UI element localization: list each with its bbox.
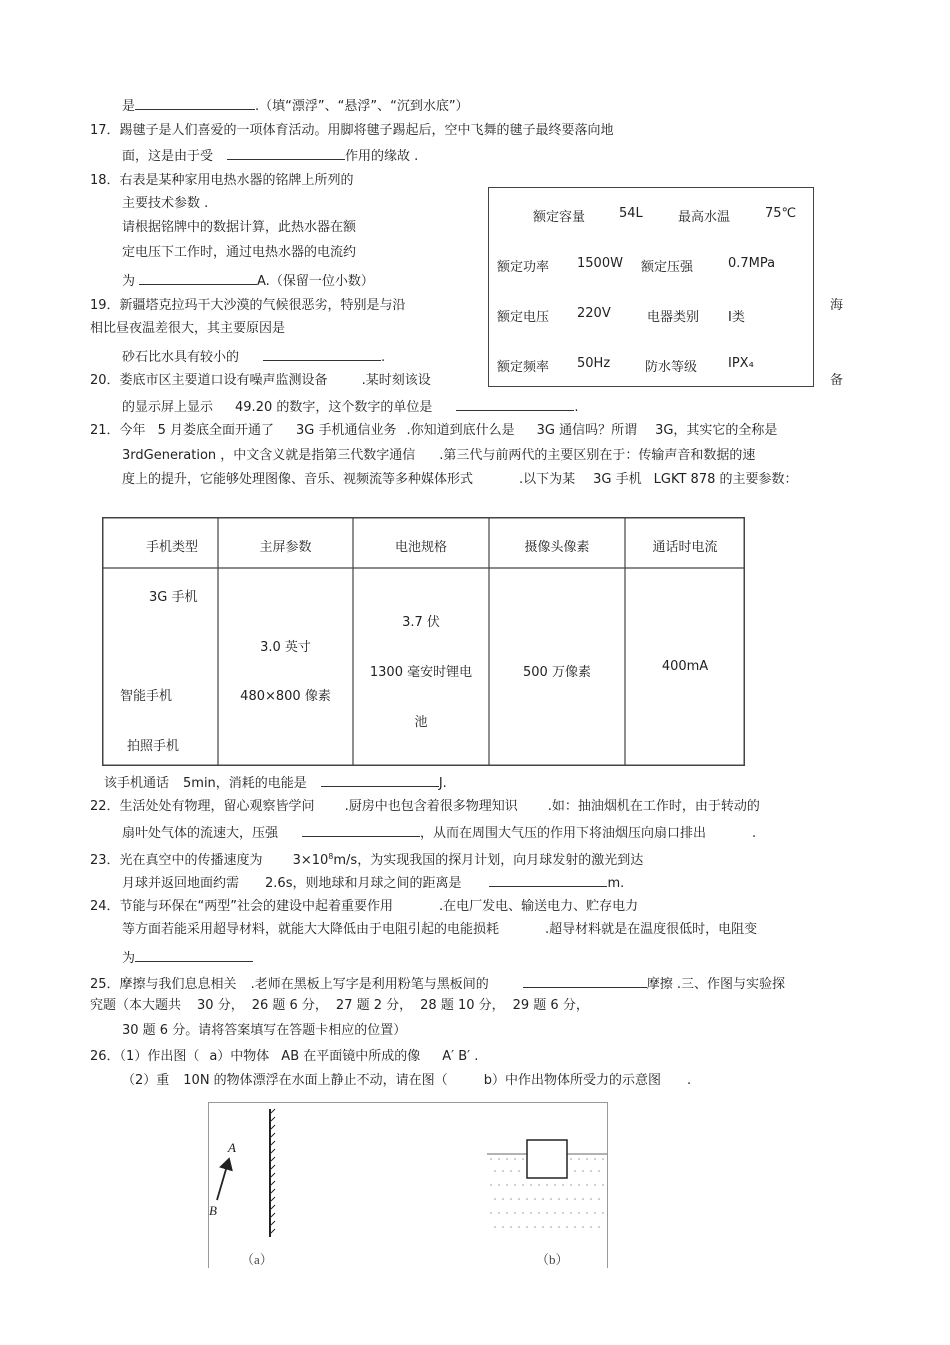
nameplate-value: 54L bbox=[619, 206, 643, 221]
table-cell: 500 万像素 bbox=[523, 665, 591, 680]
nameplate-label: 额定压强 bbox=[641, 260, 694, 275]
table-cell: 1300 毫安时锂电 bbox=[369, 665, 473, 680]
question-24-line3: 为 bbox=[122, 948, 253, 967]
table-cell: 3G 手机 bbox=[149, 590, 198, 605]
answer-blank[interactable] bbox=[456, 397, 574, 411]
nameplate-label: 额定功率 bbox=[497, 260, 550, 275]
prev-question-tail: 是 .（填“漂浮”、“悬浮”、“沉到水底”） bbox=[122, 96, 469, 115]
question-19: 19．新疆塔克拉玛干大沙漠的气候很恶劣，特别是与沿 bbox=[90, 298, 406, 313]
nameplate-value: 75℃ bbox=[765, 206, 797, 221]
heater-nameplate-table bbox=[488, 187, 814, 387]
table-header: 通话时电流 bbox=[652, 540, 718, 555]
question-19-line3: 砂石比水具有较小的 . bbox=[122, 347, 385, 366]
answer-blank[interactable] bbox=[302, 823, 420, 837]
plane-mirror bbox=[270, 1109, 275, 1237]
nameplate-value: Ⅰ类 bbox=[728, 310, 745, 325]
phone-spec-table bbox=[102, 517, 745, 766]
question-21-followup: 该手机通话 5min，消耗的电能是 J. bbox=[104, 773, 447, 792]
question-19-sidetext: 海 bbox=[830, 298, 844, 313]
question-22: 22．生活处处有物理，留心观察皆学问 .厨房中也包含着很多物理知识 .如：抽油烟机在工作时，由于转动的 bbox=[90, 799, 760, 814]
answer-blank[interactable] bbox=[523, 974, 647, 988]
nameplate-value: 1500W bbox=[577, 256, 623, 271]
table-header: 主屏参数 bbox=[259, 540, 312, 555]
question-17-line2: 面，这是由于受 作用的缘故 . bbox=[122, 146, 418, 165]
question-21: 21．今年 5 月娄底全面开通了 3G 手机通信业务 .你知道到底什么是 3G 通信吗？所谓 3G，其实它的全称是 bbox=[90, 423, 778, 438]
question-24-line2: 等方面若能采用超导材料，就能大大降低由于电阻引起的电能损耗 .超导材料就是在温度很低时，电阻变 bbox=[122, 922, 758, 937]
answer-blank[interactable] bbox=[135, 96, 255, 110]
question-24: 24．节能与环保在“两型”社会的建设中起着重要作用 .在电厂发电、输送电力、贮存电力 bbox=[90, 899, 639, 914]
table-cell: 3.0 英寸 bbox=[260, 640, 311, 655]
nameplate-label: 电器类别 bbox=[647, 310, 700, 325]
question-17: 17．踢毽子是人们喜爱的一项体育活动。用脚将毽子踢起后，空中飞舞的毽子最终要落向地 bbox=[90, 123, 614, 138]
question-22-line2: 扇叶处气体的流速大，压强 ，从而在周围大气压的作用下将油烟压向扇口排出 . bbox=[122, 823, 756, 842]
table-cell: 3.7 伏 bbox=[402, 615, 440, 630]
question-18-line4: 定电压下工作时，通过电热水器的电流约 bbox=[122, 245, 357, 260]
caption-b: （b） bbox=[536, 1252, 569, 1267]
table-cell: 480×800 像素 bbox=[240, 689, 331, 704]
question-20-line2: 的显示屏上显示 49.20 的数字，这个数字的单位是 . bbox=[122, 397, 579, 416]
question-23: 23．光在真空中的传播速度为 $3\times 10^8m/s$，为实现我国的探月计划，向月球发射的激光到达 bbox=[90, 852, 644, 868]
physics-figures bbox=[209, 1103, 607, 1268]
nameplate-label: 最高水温 bbox=[678, 210, 731, 225]
question-26-line2: （2）重 10N 的物体漂浮在水面上静止不动，请在图（ b）中作出物体所受力的示意图 . bbox=[122, 1073, 692, 1088]
object-ab-arrow bbox=[217, 1159, 229, 1200]
table-header: 摄像头像素 bbox=[524, 540, 590, 555]
nameplate-label: 防水等级 bbox=[645, 360, 698, 375]
label-b: B bbox=[209, 1203, 217, 1218]
question-18: 18．右表是某种家用电热水器的铭牌上所列的 bbox=[90, 173, 354, 188]
caption-a: （a） bbox=[241, 1252, 273, 1267]
question-23-line2: 月球并返回地面约需 2.6s，则地球和月球之间的距离是 m. bbox=[122, 873, 624, 892]
nameplate-value: 0.7MPa bbox=[728, 256, 776, 271]
nameplate-value: 50Hz bbox=[577, 356, 611, 371]
question-21-line2: 3rdGeneration ，中文含义就是指第三代数字通信 .第三代与前两代的主要区别在于：传输声音和数据的速 bbox=[122, 448, 756, 463]
question-20: 20．娄底市区主要道口设有噪声监测设备 .某时刻该设 bbox=[90, 373, 431, 388]
question-18-line2: 主要技术参数 . bbox=[122, 196, 209, 211]
label-a: A bbox=[228, 1140, 236, 1155]
question-25-line3: 30 题 6 分。请将答案填写在答题卡相应的位置） bbox=[122, 1023, 407, 1038]
question-18-line5: 为 A.（保留一位小数） bbox=[122, 271, 374, 290]
figure-area bbox=[208, 1102, 608, 1268]
question-19-line2: 相比昼夜温差很大，其主要原因是 bbox=[90, 321, 286, 336]
floating-block bbox=[527, 1140, 567, 1178]
nameplate-value: ⅠPⅩ₄ bbox=[728, 356, 754, 371]
table-cell: 拍照手机 bbox=[127, 739, 180, 754]
answer-blank[interactable] bbox=[135, 948, 253, 962]
question-21-line3: 度上的提升，它能够处理图像、音乐、视频流等多种媒体形式 .以下为某 3G 手机 LGKT 878 的主要参数： bbox=[122, 472, 798, 487]
nameplate-value: 220V bbox=[577, 306, 611, 321]
table-header: 手机类型 bbox=[145, 540, 198, 555]
question-25: 25．摩擦与我们息息相关 .老师在黑板上写字是利用粉笔与黑板间的 摩擦 .三、作图与实验探 bbox=[90, 974, 785, 993]
answer-blank[interactable] bbox=[321, 773, 439, 787]
answer-blank[interactable] bbox=[227, 146, 345, 160]
answer-blank[interactable] bbox=[263, 347, 381, 361]
question-20-sidetext: 备 bbox=[830, 373, 844, 388]
table-header: 电池规格 bbox=[394, 540, 447, 555]
table-cell: 400mA bbox=[661, 659, 709, 674]
table-cell: 池 bbox=[414, 715, 428, 730]
nameplate-label: 额定频率 bbox=[497, 360, 550, 375]
question-18-line3: 请根据铭牌中的数据计算，此热水器在额 bbox=[122, 220, 357, 235]
question-26: 26．（1）作出图（ a）中物体 AB 在平面镜中所成的像 A′ B′ . bbox=[90, 1049, 479, 1064]
answer-blank[interactable] bbox=[489, 873, 607, 887]
nameplate-label: 额定容量 bbox=[533, 210, 586, 225]
nameplate-label: 额定电压 bbox=[497, 310, 550, 325]
answer-blank[interactable] bbox=[139, 271, 257, 285]
question-25-line2: 究题（本大题共 30 分， 26 题 6 分， 27 题 2 分， 28 题 10 分， 29 题 6 分， bbox=[90, 998, 589, 1013]
table-cell: 智能手机 bbox=[120, 689, 173, 704]
